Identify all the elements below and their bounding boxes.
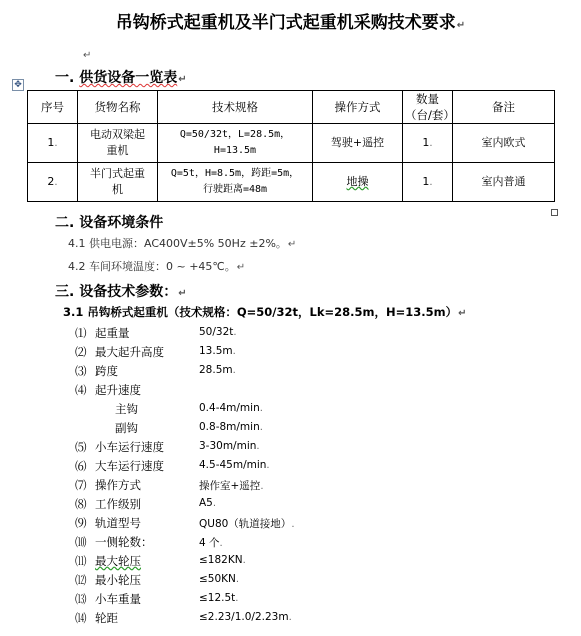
parameter-number: ⑽ xyxy=(75,535,87,549)
table-row xyxy=(28,124,555,163)
cell-spec: Q=50/32t，L=28.5m， H=13.5m xyxy=(158,124,313,163)
equipment-table xyxy=(27,90,555,202)
parameter-value: 13.5m. xyxy=(199,345,236,357)
cell-remark: 室内普通 xyxy=(453,163,555,202)
parameter-row xyxy=(75,344,164,360)
parameter-number: ⑺ xyxy=(75,478,87,492)
parameter-row xyxy=(75,534,153,550)
env-item-power: 4.1 供电电源：AC400V±5% 50Hz ±2%。↵ xyxy=(68,237,297,250)
parameter-label: 副钩 xyxy=(115,421,138,435)
cell-name: 半门式起重 机 xyxy=(78,163,158,202)
parameter-label: 小车运行速度 xyxy=(95,440,164,454)
parameter-value: 28.5m. xyxy=(199,364,236,376)
parameter-label: 操作方式 xyxy=(95,478,141,492)
parameter-row xyxy=(75,553,141,569)
parameter-label: 轮距 xyxy=(95,611,118,625)
parameter-number: ⑵ xyxy=(75,345,87,359)
parameter-number: ⑹ xyxy=(75,459,87,473)
header-cell-spec: 技术规格 xyxy=(158,91,313,124)
parameter-number: ⑶ xyxy=(75,364,87,378)
parameter-row xyxy=(75,363,118,379)
document-title: 吊钩桥式起重机及半门式起重机采购技术要求↵ xyxy=(115,13,466,33)
header-cell-qty: 数量 （台/套） xyxy=(403,91,453,124)
parameter-label: 最大起升高度 xyxy=(95,345,164,359)
parameter-value: ≤2.23/1.0/2.23m. xyxy=(199,611,292,623)
parameter-number: ⑼ xyxy=(75,516,87,530)
empty-paragraph-mark: ↵ xyxy=(83,50,92,61)
parameter-value: 0.4-4m/min. xyxy=(199,402,263,414)
parameter-row xyxy=(115,401,138,417)
parameter-row xyxy=(75,439,164,455)
table-header-row xyxy=(28,91,555,124)
section3-heading: 三. 设备技术参数：↵ xyxy=(55,284,187,300)
parameter-row xyxy=(75,382,141,398)
parameter-row xyxy=(75,572,141,588)
parameter-row xyxy=(75,591,141,607)
parameter-number: ⑸ xyxy=(75,440,87,454)
cell-no: 2. xyxy=(28,163,78,202)
parameter-row xyxy=(75,325,130,341)
table-resize-handle[interactable] xyxy=(551,209,558,216)
cell-no: 1. xyxy=(28,124,78,163)
parameter-row xyxy=(75,458,164,474)
section2-heading: 二. 设备环境条件 xyxy=(55,215,164,231)
parameter-value: 50/32t. xyxy=(199,326,237,338)
parameter-value: QU80（轨道接地）. xyxy=(199,518,295,530)
parameter-label: 一侧轮数： xyxy=(95,535,153,549)
parameter-row xyxy=(75,610,118,626)
header-cell-remark: 备注 xyxy=(453,91,555,124)
cell-qty: 1. xyxy=(403,124,453,163)
parameter-value: A5. xyxy=(199,497,217,509)
parameter-value: ≤12.5t. xyxy=(199,592,239,604)
parameter-number: ⑻ xyxy=(75,497,87,511)
parameter-number: ⑷ xyxy=(75,383,87,397)
parameter-label: 工作级别 xyxy=(95,497,141,511)
cell-operation: 地操 xyxy=(313,163,403,202)
parameter-label: 跨度 xyxy=(95,364,118,378)
parameter-number: ⑴ xyxy=(75,326,87,340)
parameter-number: ⑿ xyxy=(75,573,87,587)
parameter-number: ⒁ xyxy=(75,611,87,625)
table-move-handle-icon[interactable]: ✥ xyxy=(12,79,24,91)
parameter-value: 3-30m/min. xyxy=(199,440,260,452)
parameter-label: 最大轮压 xyxy=(95,554,141,568)
parameter-value: 4 个. xyxy=(199,537,223,549)
parameter-row xyxy=(75,496,141,512)
section1-heading: 一. 供货设备一览表↵ xyxy=(55,70,187,86)
cell-spec: Q=5t，H=8.5m，跨距=5m， 行驶距离=48m xyxy=(158,163,313,202)
parameter-label: 小车重量 xyxy=(95,592,141,606)
section3-subheading: 3.1 吊钩桥式起重机（技术规格：Q=50/32t，Lk=28.5m，H=13.5m）↵ xyxy=(63,305,467,319)
parameter-label: 主钩 xyxy=(115,402,138,416)
cell-operation: 驾驶+遥控 xyxy=(313,124,403,163)
parameter-number: ⑾ xyxy=(75,554,87,568)
parameter-value: 操作室+遥控. xyxy=(199,480,264,492)
cell-qty: 1. xyxy=(403,163,453,202)
cell-remark: 室内欧式 xyxy=(453,124,555,163)
parameter-label: 轨道型号 xyxy=(95,516,141,530)
parameter-value: ≤182KN. xyxy=(199,554,246,566)
parameter-label: 起重量 xyxy=(95,326,130,340)
parameter-row xyxy=(115,420,138,436)
parameter-label: 最小轮压 xyxy=(95,573,141,587)
parameter-value: 0.8-8m/min. xyxy=(199,421,263,433)
parameter-number: ⒀ xyxy=(75,592,87,606)
cell-name: 电动双梁起 重机 xyxy=(78,124,158,163)
parameter-label: 起升速度 xyxy=(95,383,141,397)
parameter-value: 4.5-45m/min. xyxy=(199,459,270,471)
table-row xyxy=(28,163,555,202)
parameter-row xyxy=(75,477,141,493)
header-cell-no: 序号 xyxy=(28,91,78,124)
section1-heading-text: 供货设备一览表 xyxy=(79,70,178,86)
header-cell-name: 货物名称 xyxy=(78,91,158,124)
parameter-row xyxy=(75,515,141,531)
env-item-temperature: 4.2 车间环境温度：0 ~ +45℃。↵ xyxy=(68,260,246,273)
header-cell-operation: 操作方式 xyxy=(313,91,403,124)
parameter-value: ≤50KN. xyxy=(199,573,240,585)
parameter-label: 大车运行速度 xyxy=(95,459,164,473)
